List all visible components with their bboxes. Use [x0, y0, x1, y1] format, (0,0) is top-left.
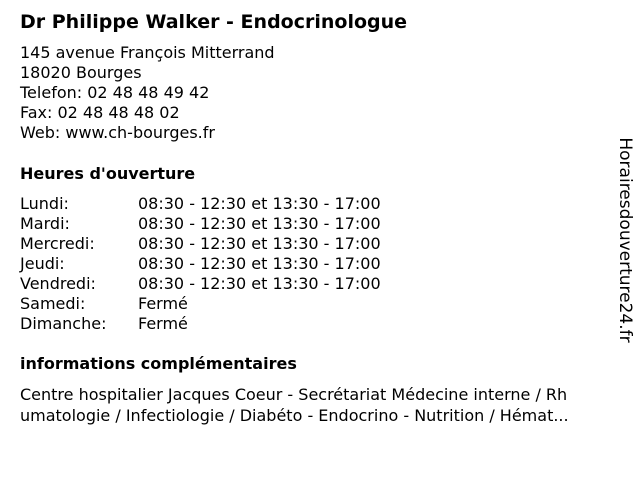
doctor-title: Dr Philippe Walker - Endocrinologue	[20, 11, 408, 33]
address-city: 18020 Bourges	[20, 63, 142, 82]
day-label: Samedi:	[20, 294, 86, 313]
hours-value: 08:30 - 12:30 et 13:30 - 17:00	[138, 234, 381, 253]
day-label: Mercredi:	[20, 234, 95, 253]
hours-row-friday	[20, 274, 381, 294]
info-description	[20, 384, 632, 426]
day-label: Mardi:	[20, 214, 70, 233]
hours-value: 08:30 - 12:30 et 13:30 - 17:00	[138, 214, 381, 233]
hours-row-monday	[20, 194, 381, 214]
hours-value: Fermé	[138, 294, 188, 313]
info-line-1: Centre hospitalier Jacques Coeur - Secrétariat Médecine interne / Rh	[20, 385, 568, 404]
hours-value: 08:30 - 12:30 et 13:30 - 17:00	[138, 274, 381, 293]
address-street: 145 avenue François Mitterrand	[20, 43, 275, 62]
contact-block	[20, 43, 275, 143]
hours-value: Fermé	[138, 314, 188, 333]
phone-number: Telefon: 02 48 48 49 42	[20, 83, 210, 102]
fax-number: Fax: 02 48 48 48 02	[20, 103, 180, 122]
hours-row-saturday	[20, 294, 381, 314]
day-label: Dimanche:	[20, 314, 107, 333]
day-label: Vendredi:	[20, 274, 96, 293]
hours-row-sunday	[20, 314, 381, 334]
hours-row-tuesday	[20, 214, 381, 234]
info-line-2: umatologie / Infectiologie / Diabéto - Endocrino - Nutrition / Hémat...	[20, 406, 569, 425]
day-label: Jeudi:	[20, 254, 65, 273]
hours-table	[20, 194, 381, 334]
hours-value: 08:30 - 12:30 et 13:30 - 17:00	[138, 194, 381, 213]
website: Web: www.ch-bourges.fr	[20, 123, 215, 142]
info-heading: informations complémentaires	[20, 354, 297, 373]
hours-heading: Heures d'ouverture	[20, 164, 196, 183]
day-label: Lundi:	[20, 194, 69, 213]
hours-row-wednesday	[20, 234, 381, 254]
hours-value: 08:30 - 12:30 et 13:30 - 17:00	[138, 254, 381, 273]
hours-row-thursday	[20, 254, 381, 274]
site-watermark: Horairesdouverture24.fr	[615, 137, 635, 343]
